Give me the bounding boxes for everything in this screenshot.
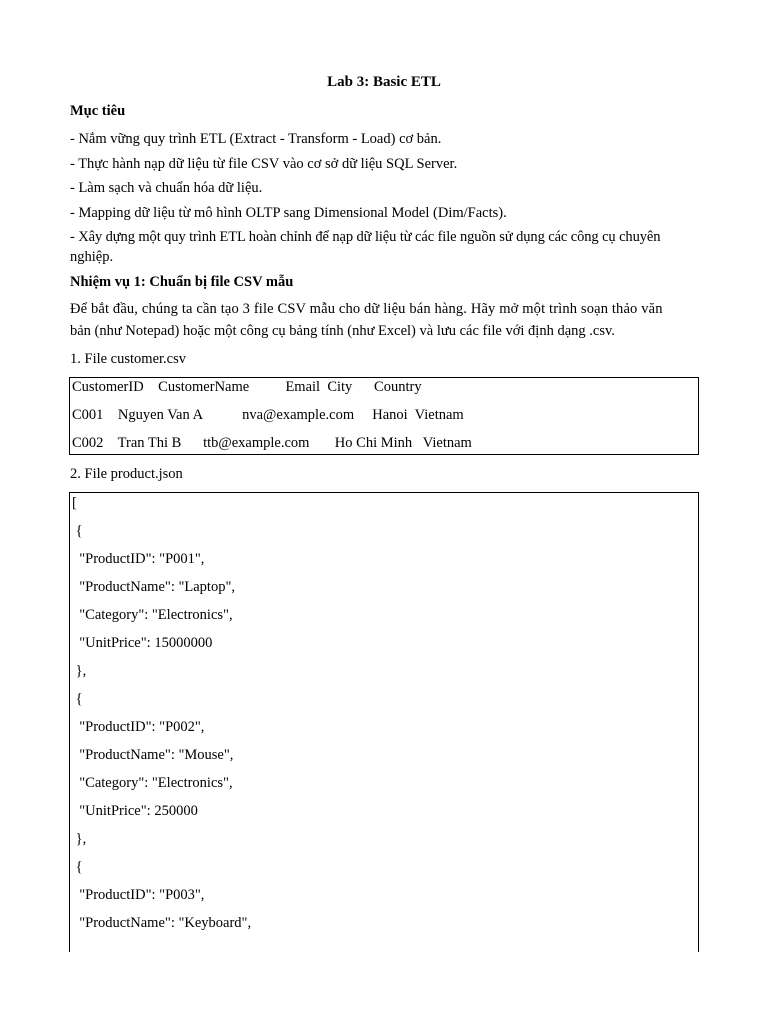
json-line: "ProductName": "Keyboard",: [72, 915, 252, 931]
task1-heading: Nhiệm vụ 1: Chuẩn bị file CSV mẫu: [70, 274, 294, 290]
task1-paragraph-line: bản (như Notepad) hoặc một công cụ bảng tính (như Excel) và lưu các file với định dạng .csv.: [70, 323, 615, 339]
json-line: {: [72, 691, 83, 707]
objective-item: - Nắm vững quy trình ETL (Extract - Transform - Load) cơ bản.: [70, 131, 442, 147]
document-title: Lab 3: Basic ETL: [327, 74, 441, 90]
objective-item: - Xây dựng một quy trình ETL hoàn chỉnh để nạp dữ liệu từ các file nguồn sử dụng các công cụ chuyên: [70, 229, 661, 245]
json-code-box: [69, 492, 699, 952]
json-line: "ProductID": "P003",: [72, 887, 205, 903]
json-line: },: [72, 831, 87, 847]
csv-row: C002 Tran Thi B ttb@example.com Ho Chi Minh Vietnam: [72, 435, 472, 451]
objective-item-continuation: nghiệp.: [70, 249, 114, 265]
task1-paragraph-line: Để bắt đầu, chúng ta cần tạo 3 file CSV mẫu cho dữ liệu bán hàng. Hãy mở một trình soạn thảo văn: [70, 301, 663, 317]
objective-item: - Làm sạch và chuẩn hóa dữ liệu.: [70, 180, 263, 196]
json-line: "ProductName": "Mouse",: [72, 747, 234, 763]
json-line: "UnitPrice": 250000: [72, 803, 198, 819]
json-line: {: [72, 523, 83, 539]
json-line: [: [72, 495, 77, 511]
csv-row: C001 Nguyen Van A nva@example.com Hanoi Vietnam: [72, 407, 464, 423]
csv-code-box: [69, 377, 699, 455]
objective-item: - Thực hành nạp dữ liệu từ file CSV vào cơ sở dữ liệu SQL Server.: [70, 156, 458, 172]
json-line: "ProductID": "P001",: [72, 551, 205, 567]
json-line: {: [72, 859, 83, 875]
json-line: "Category": "Electronics",: [72, 607, 233, 623]
json-line: "Category": "Electronics",: [72, 775, 233, 791]
file2-label: 2. File product.json: [70, 466, 183, 482]
json-line: "ProductName": "Laptop",: [72, 579, 236, 595]
json-line: "UnitPrice": 15000000: [72, 635, 213, 651]
json-line: "ProductID": "P002",: [72, 719, 205, 735]
json-line: },: [72, 663, 87, 679]
file1-label: 1. File customer.csv: [70, 351, 186, 367]
csv-row: CustomerID CustomerName Email City Country: [72, 379, 422, 395]
objectives-heading: Mục tiêu: [70, 103, 126, 119]
objective-item: - Mapping dữ liệu từ mô hình OLTP sang Dimensional Model (Dim/Facts).: [70, 205, 507, 221]
